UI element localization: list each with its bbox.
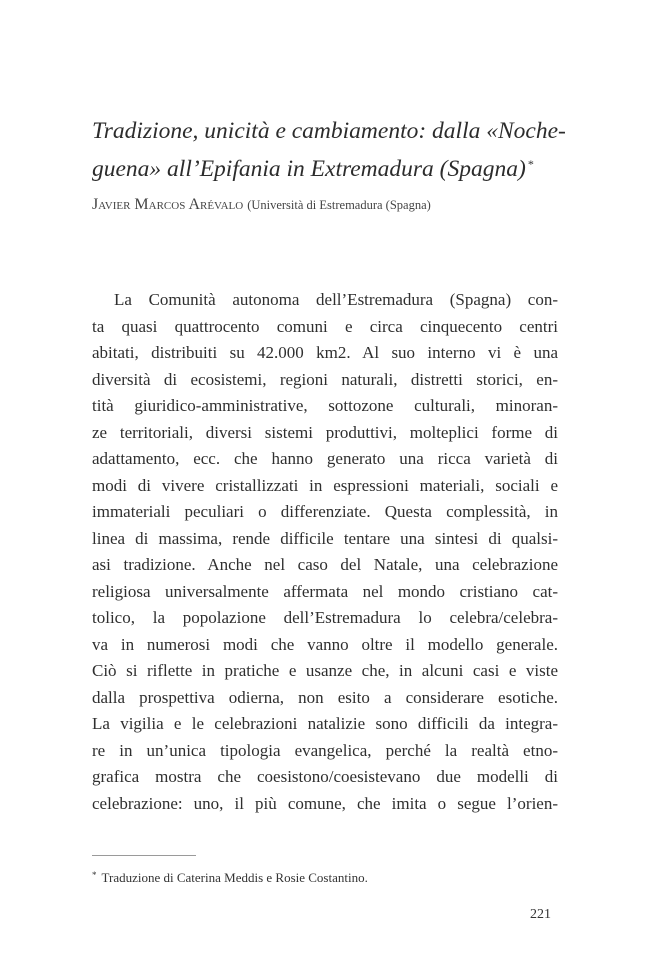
body-line: ze territoriali, diversi sistemi produttivi, molteplici forme di (92, 422, 558, 442)
body-line: celebrazione: uno, il più comune, che imita o segue l’orien- (92, 793, 558, 813)
body-line: tità giuridico-amministrative, sottozone culturali, minoran- (92, 396, 558, 415)
title-footnote-mark: * (527, 157, 534, 171)
body-line: re in un’unica tipologia evangelica, perché la realtà etno- (92, 740, 558, 760)
body-line: Ciò si riflette in pratiche e usanze che, in alcuni casi e viste (92, 661, 558, 680)
footnote-separator (92, 855, 196, 856)
footnote-mark: * (92, 870, 97, 880)
body-line: diversità di ecosistemi, regioni naturali, distretti storici, en- (92, 369, 558, 389)
body-text (92, 287, 558, 817)
body-line: asi tradizione. Anche nel caso del Natale, una celebrazione (92, 555, 558, 574)
footnote (92, 870, 368, 886)
body-line: immateriali peculiari o differenziate. Questa complessità, in (92, 502, 558, 521)
body-line: linea di massima, rende difficile tentare una sintesi di qualsi- (92, 528, 558, 548)
body-line: abitati, distribuiti su 42.000 km2. Al suo interno vi è una (92, 343, 558, 362)
article-title-line (92, 148, 562, 186)
body-line: religiosa universalmente affermata nel mondo cristiano cat- (92, 581, 558, 601)
body-line: adattamento, ecc. che hanno generato una ricca varietà di (92, 449, 558, 468)
body-line: tolico, la popolazione dell’Estremadura lo celebra/celebra- (92, 608, 558, 627)
body-line: ta quasi quattrocento comuni e circa cinquecento centri (92, 316, 558, 336)
article-title (92, 115, 566, 186)
body-line: La vigilia e le celebrazioni natalizie sono difficili da integra- (92, 714, 558, 733)
page-number: 221 (530, 907, 551, 922)
body-line: grafica mostra che coesistono/coesistevano due modelli di (92, 767, 558, 786)
author-affiliation: (Università di Estremadura (Spagna) (247, 198, 431, 212)
body-line: va in numerosi modi che vanno oltre il modello generale. (92, 634, 558, 654)
footnote-text: Traduzione di Caterina Meddis e Rosie Costantino. (101, 870, 368, 885)
body-line: La Comunità autonoma dell’Estremadura (Spagna) con- (114, 290, 558, 309)
body-line: dalla prospettiva odierna, non esito a considerare esotiche. (92, 687, 558, 707)
author-name: Javier Marcos Arévalo (92, 196, 244, 213)
author-line (92, 196, 431, 214)
article-title-line-text: guena» all’Epifania in Extremadura (Spagna) (92, 156, 526, 182)
body-line: modi di vivere cristallizzati in espressioni materiali, sociali e (92, 475, 558, 495)
article-title-line: Tradizione, unicità e cambiamento: dalla «Noche- (92, 118, 566, 144)
